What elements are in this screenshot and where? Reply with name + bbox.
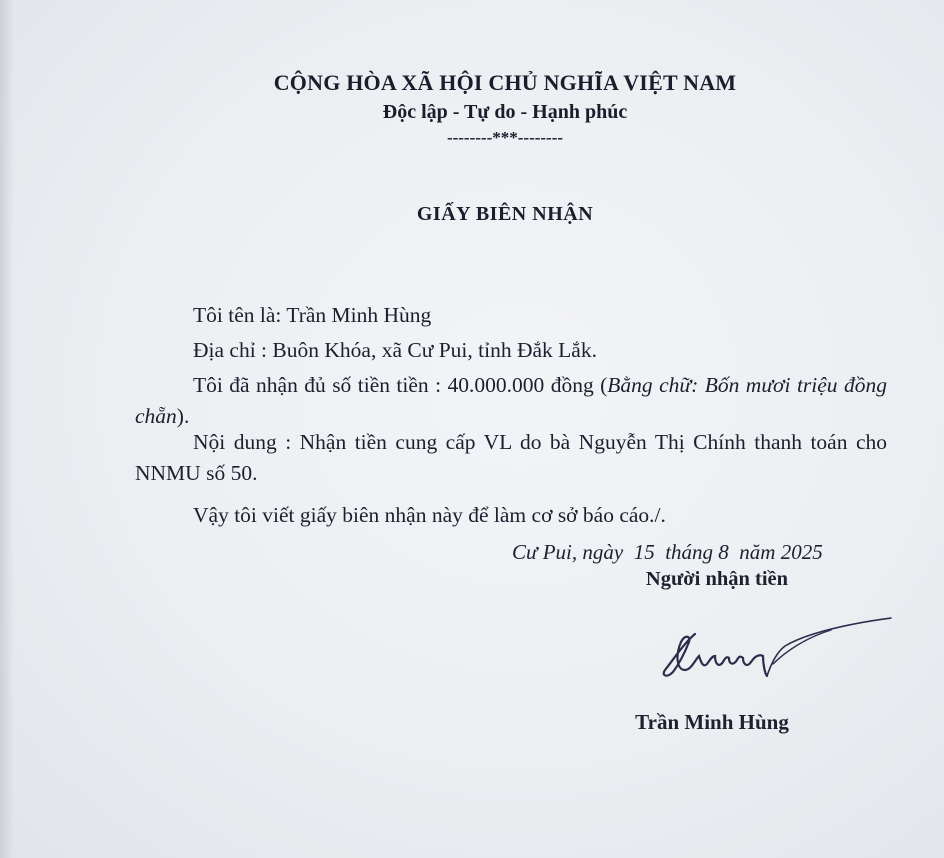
name-line: Tôi tên là: Trần Minh Hùng	[193, 303, 432, 327]
handwritten-signature	[655, 612, 895, 692]
country-heading: CỘNG HÒA XÃ HỘI CHỦ NGHĨA VIỆT NAM	[273, 70, 737, 95]
content-line: Nội dung : Nhận tiền cung cấp VL do bà Nguyễn Thị Chính thanh toán cho NNMU số 50.	[135, 430, 887, 485]
document-title: GIẤY BIÊN NHẬN	[416, 203, 594, 225]
closing-line: Vậy tôi viết giấy biên nhận này để làm cơ sở báo cáo./.	[193, 503, 666, 527]
amount-text: Tôi đã nhận đủ số tiền tiền : 40.000.000 đồng (	[193, 373, 608, 397]
address-line: Địa chỉ : Buôn Khóa, xã Cư Pui, tỉnh Đắk Lắk.	[193, 338, 597, 362]
place-date: Cư Pui, ngày 15 tháng 8 năm 2025	[512, 540, 823, 564]
receiver-role: Người nhận tiền	[645, 568, 789, 590]
motto-heading: Độc lập - Tự do - Hạnh phúc	[382, 101, 628, 123]
amount-paragraph	[135, 370, 887, 432]
amount-in-words: Bằng chữ: Bốn mươi triệu đồng chẵn	[135, 373, 887, 428]
receiver-name: Trần Minh Hùng	[635, 710, 789, 734]
heading-divider: --------***--------	[446, 128, 564, 147]
amount-close: ).	[176, 404, 190, 428]
